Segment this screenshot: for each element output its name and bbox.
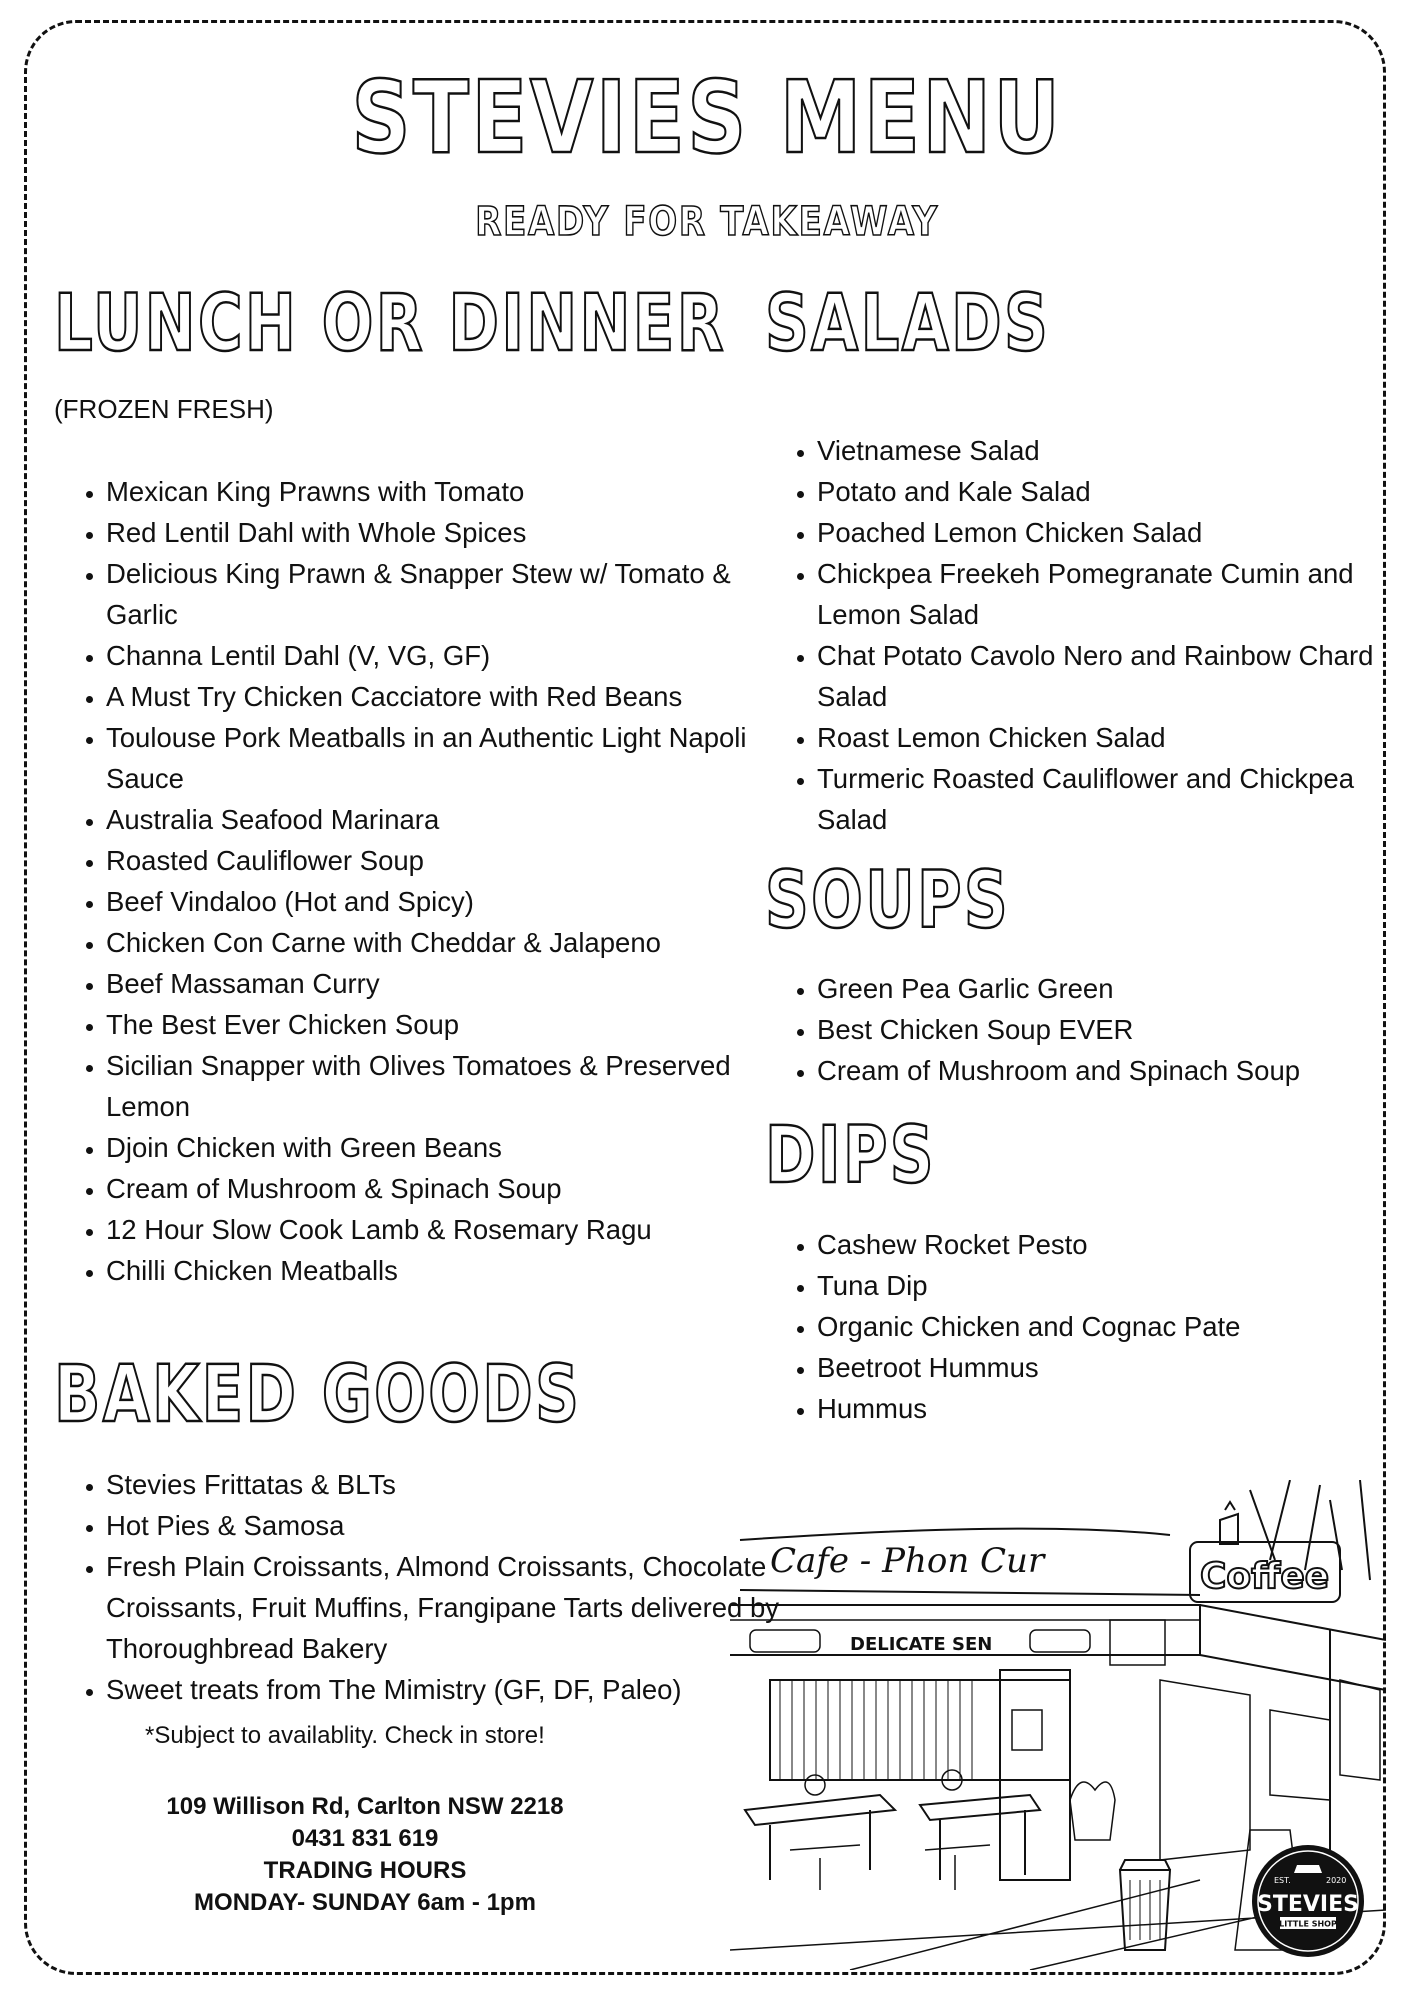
frozen-fresh-note: (FROZEN FRESH): [54, 394, 274, 424]
menu-item: • Vietnamese Salad: [817, 430, 1414, 471]
shop-awning-icon: [1294, 1865, 1322, 1873]
menu-item: • Australia Seafood Marinara: [106, 799, 796, 840]
trading-hours: MONDAY- SUNDAY 6am - 1pm: [194, 1889, 536, 1916]
menu-item: • Best Chicken Soup EVER: [817, 1009, 1414, 1050]
menu-item: • Fresh Plain Croissants, Almond Croissants, Chocolate Croissants, Fruit Muffins, Frangipane Tarts delivered by Thoroughbread Bakery: [106, 1546, 796, 1669]
coffee-sign-text: Coffee: [1200, 1556, 1330, 1597]
logo-year-text: 2020: [1326, 1876, 1347, 1885]
menu-item: • Beef Vindaloo (Hot and Spicy): [106, 881, 796, 922]
menu-item: • Roasted Cauliflower Soup: [106, 840, 796, 881]
logo-tagline-text: LITTLE SHOP: [1279, 1919, 1337, 1929]
menu-item: • Toulouse Pork Meatballs in an Authentic Light Napoli Sauce: [106, 717, 796, 799]
menu-item: • Organic Chicken and Cognac Pate: [817, 1306, 1414, 1347]
plant-pot-icon: [1070, 1782, 1115, 1840]
menu-item: • Tuna Dip: [817, 1265, 1414, 1306]
menu-item: • Red Lentil Dahl with Whole Spices: [106, 512, 796, 553]
bin-icon: [1120, 1860, 1170, 1950]
menu-item: • Djoin Chicken with Green Beans: [106, 1127, 796, 1168]
outdoor-table-icon: [920, 1795, 1040, 1880]
menu-item: • The Best Ever Chicken Soup: [106, 1004, 796, 1045]
script-shop-sign: Cafe - Phon Cur: [770, 1541, 1045, 1581]
menu-item: • Turmeric Roasted Cauliflower and Chickpea Salad: [817, 758, 1414, 840]
stevies-logo-badge: [1250, 1843, 1366, 1959]
menu-item: • Green Pea Garlic Green: [817, 968, 1414, 1009]
menu-item: • Roast Lemon Chicken Salad: [817, 717, 1414, 758]
salads-list: [765, 430, 1414, 840]
logo-est-text: EST.: [1274, 1876, 1291, 1885]
menu-item: • Hot Pies & Samosa: [106, 1505, 796, 1546]
menu-item: • Sicilian Snapper with Olives Tomatoes & Preserved Lemon: [106, 1045, 796, 1127]
menu-item: • Chat Potato Cavolo Nero and Rainbow Chard Salad: [817, 635, 1414, 717]
menu-item: • Chilli Chicken Meatballs: [106, 1250, 796, 1291]
baked-goods-list: [54, 1464, 796, 1710]
menu-item: • A Must Try Chicken Cacciatore with Red Beans: [106, 676, 796, 717]
shop-address: 109 Willison Rd, Carlton NSW 2218: [166, 1793, 564, 1820]
trading-hours-label: TRADING HOURS: [263, 1857, 467, 1884]
menu-item: • Beef Massaman Curry: [106, 963, 796, 1004]
salads-heading: SALADS: [765, 279, 1051, 369]
dips-list: [765, 1224, 1414, 1429]
soups-list: [765, 968, 1414, 1091]
page-subtitle: READY FOR TAKEAWAY: [475, 199, 939, 245]
baked-goods-heading: BAKED GOODS: [54, 1350, 582, 1440]
lunch-dinner-list: [54, 471, 796, 1291]
menu-item: • Stevies Frittatas & BLTs: [106, 1464, 796, 1505]
menu-item: • Chickpea Freekeh Pomegranate Cumin and Lemon Salad: [817, 553, 1414, 635]
page-title: STEVIES MENU: [351, 59, 1063, 176]
menu-item: • Cream of Mushroom and Spinach Soup: [817, 1050, 1414, 1091]
awning-sign-text: DELICATE SEN: [850, 1634, 993, 1655]
menu-item: • Hummus: [817, 1388, 1414, 1429]
menu-item: • Poached Lemon Chicken Salad: [817, 512, 1414, 553]
menu-item: • Potato and Kale Salad: [817, 471, 1414, 512]
menu-item: • Mexican King Prawns with Tomato: [106, 471, 796, 512]
logo-name-text: STEVIES: [1257, 1892, 1359, 1917]
contact-block: [110, 1791, 620, 1919]
menu-item: • Delicious King Prawn & Snapper Stew w/ Tomato & Garlic: [106, 553, 796, 635]
soups-heading: SOUPS: [765, 856, 1011, 946]
availability-disclaimer: *Subject to availablity. Check in store!: [145, 1722, 545, 1749]
menu-item: • Sweet treats from The Mimistry (GF, DF, Paleo): [106, 1669, 796, 1710]
lunch-dinner-heading: LUNCH OR DINNER: [54, 279, 726, 369]
menu-item: • Cashew Rocket Pesto: [817, 1224, 1414, 1265]
dips-heading: DIPS: [765, 1111, 936, 1201]
shop-phone: 0431 831 619: [291, 1825, 439, 1852]
menu-item: • Beetroot Hummus: [817, 1347, 1414, 1388]
menu-item: • 12 Hour Slow Cook Lamb & Rosemary Ragu: [106, 1209, 796, 1250]
menu-item: • Channa Lentil Dahl (V, VG, GF): [106, 635, 796, 676]
menu-item: • Cream of Mushroom & Spinach Soup: [106, 1168, 796, 1209]
menu-item: • Chicken Con Carne with Cheddar & Jalapeno: [106, 922, 796, 963]
